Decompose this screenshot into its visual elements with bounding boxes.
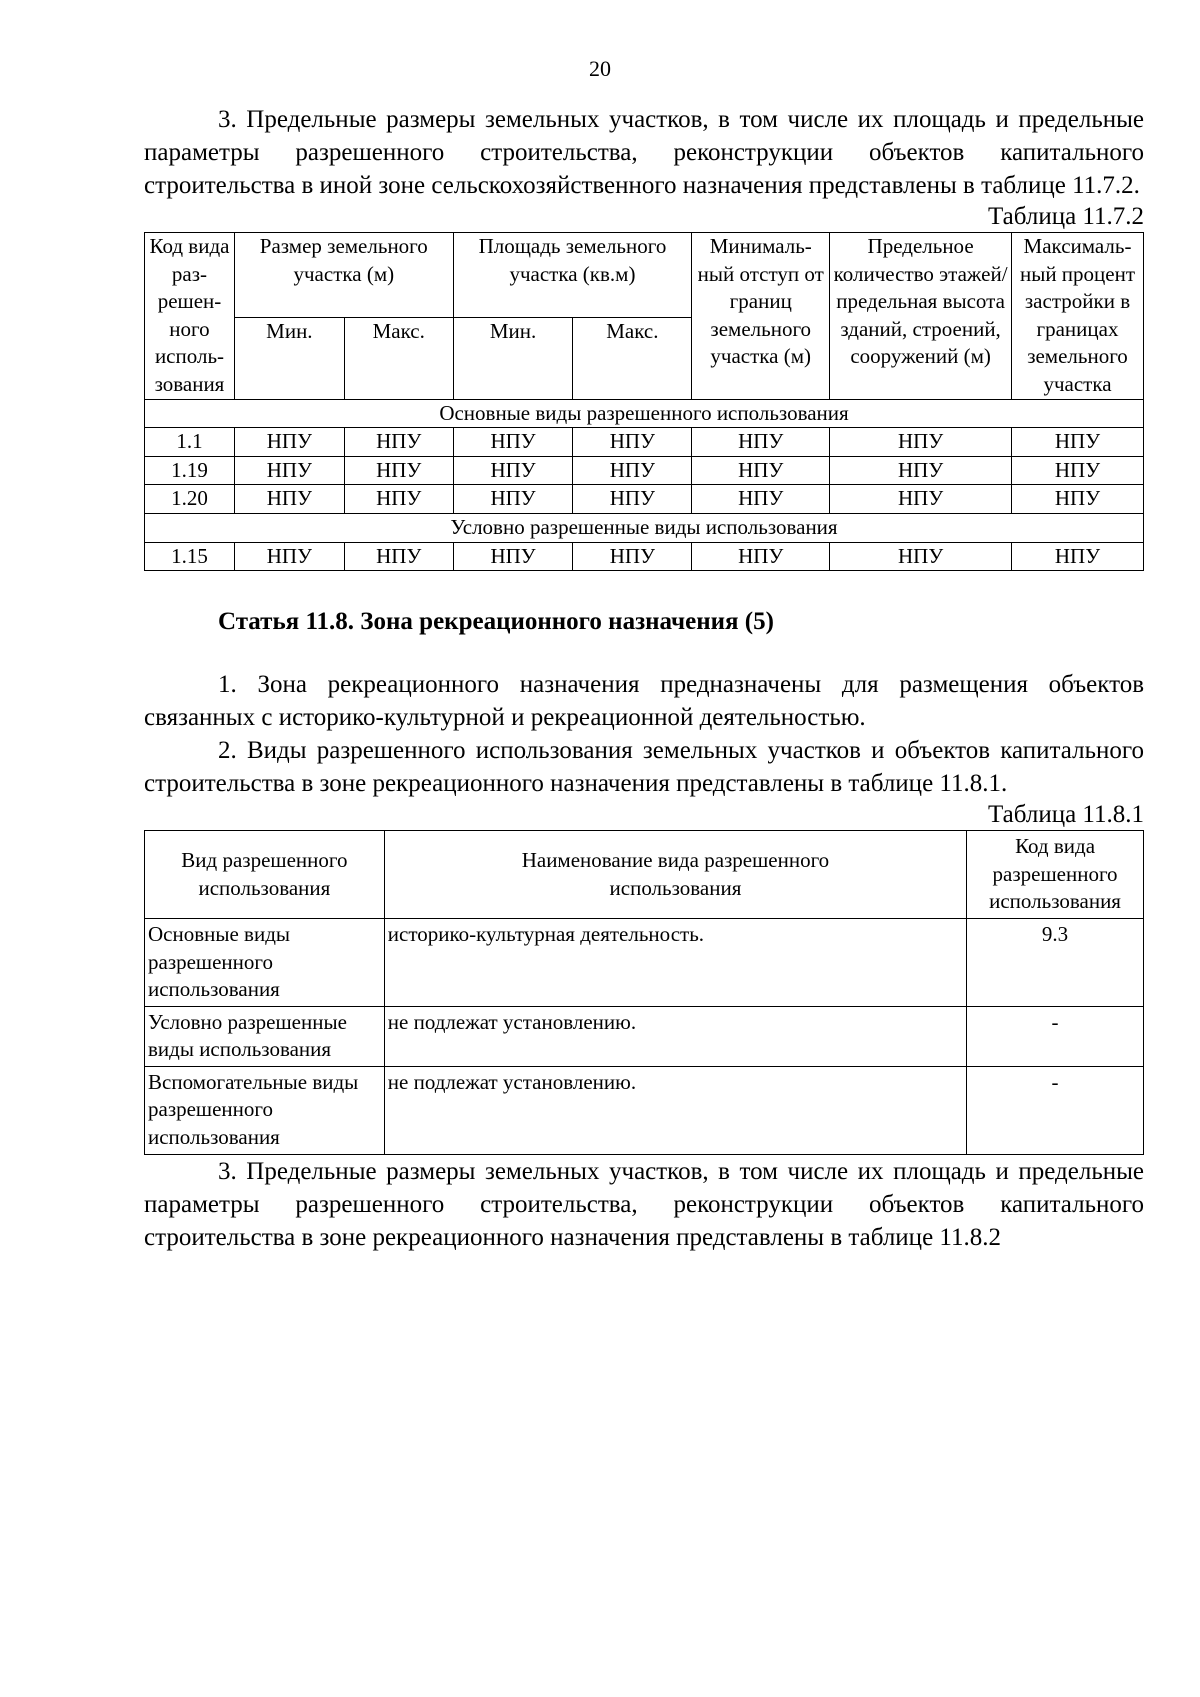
table-row <box>145 1066 1144 1154</box>
table-caption-11-7-2: Таблица 11.7.2 <box>988 203 1144 230</box>
cell: НПУ <box>234 485 344 514</box>
cell: НПУ <box>234 428 344 457</box>
cell: НПУ <box>344 485 453 514</box>
cell: НПУ <box>830 542 1012 571</box>
cell: НПУ <box>573 542 692 571</box>
paragraph-11-8-2: 2. Виды разрешенного использования земельных участков и объектов капитального строительства в зоне рекреационного назначения представлены в таблице 11.8.1. <box>144 737 1144 798</box>
table-row <box>145 918 1144 1006</box>
cell: НПУ <box>573 485 692 514</box>
row-type: Основные виды разрешенного использования <box>145 918 385 1006</box>
cell: НПУ <box>344 428 453 457</box>
header-area-max: Макс. <box>573 318 692 400</box>
row-code: 9.3 <box>967 918 1144 1006</box>
cell: НПУ <box>573 456 692 485</box>
header-coverage: Максималь-ный процент застройки в границах земельного участка <box>1012 233 1144 400</box>
cell: НПУ <box>234 542 344 571</box>
table-row <box>145 485 1144 514</box>
header-code: Код вида раз-решен-ного исполь-зования <box>145 233 235 400</box>
paragraph-11-8-3: 3. Предельные размеры земельных участков, в том числе их площадь и предельные параметры разрешенного строительства, реконструкции объектов капитального строительства в зоне рекреационного назначения представлены в таблице 11.8.2 <box>144 1157 1144 1251</box>
row-name: историко-культурная деятельность. <box>384 918 966 1006</box>
table-11-8-1 <box>144 830 1144 1155</box>
cell: НПУ <box>830 485 1012 514</box>
cell: НПУ <box>573 428 692 457</box>
cell: НПУ <box>830 456 1012 485</box>
paragraph-11-8-1: 1. Зона рекреационного назначения предназначены для размещения объектов связанных с историко-культурной и рекреационной деятельностью. <box>144 671 1144 732</box>
cell: НПУ <box>692 542 830 571</box>
cell: НПУ <box>692 428 830 457</box>
cell: НПУ <box>692 456 830 485</box>
cell: НПУ <box>453 428 573 457</box>
row-type: Вспомогательные виды разрешенного использования <box>145 1066 385 1154</box>
table-row <box>145 456 1144 485</box>
cell: НПУ <box>344 456 453 485</box>
row-code: - <box>967 1006 1144 1066</box>
header-size-max: Макс. <box>344 318 453 400</box>
article-heading: Статья 11.8. Зона рекреационного назначения (5) <box>218 608 774 636</box>
page-content <box>144 103 1144 1254</box>
row-name: не подлежат установлению. <box>384 1006 966 1066</box>
cell: НПУ <box>234 456 344 485</box>
table-caption-11-8-1: Таблица 11.8.1 <box>988 801 1144 829</box>
table-row <box>145 428 1144 457</box>
cell: НПУ <box>453 542 573 571</box>
header-size-min: Мин. <box>234 318 344 400</box>
row-code: 1.1 <box>145 428 235 457</box>
header-plot-size: Размер земельного участка (м) <box>234 233 453 318</box>
header-name: Наименование вида разрешенного использования <box>384 831 966 919</box>
page-number: 20 <box>589 56 611 81</box>
cell: НПУ <box>453 485 573 514</box>
header-setback: Минималь-ный отступ от границ земельного участка (м) <box>692 233 830 400</box>
header-type: Вид разрешенного использования <box>145 831 385 919</box>
header-area-min: Мин. <box>453 318 573 400</box>
header-floors: Предельное количество этажей/ предельная высота зданий, строений, сооружений (м) <box>830 233 1012 400</box>
table-row <box>145 1006 1144 1066</box>
table-11-7-2 <box>144 232 1144 571</box>
cell: НПУ <box>1012 485 1144 514</box>
cell: НПУ <box>1012 542 1144 571</box>
section-title-main: Основные виды разрешенного использования <box>145 399 1144 428</box>
row-type: Условно разрешенные виды использования <box>145 1006 385 1066</box>
paragraph-11-7-3: 3. Предельные размеры земельных участков, в том числе их площадь и предельные параметры разрешенного строительства, реконструкции объектов капитального строительства в иной зоне сельскохозяйственного назначения представлены в таблице 11.7.2. <box>144 106 1144 199</box>
row-code: - <box>967 1066 1144 1154</box>
cell: НПУ <box>1012 428 1144 457</box>
header-code: Код вида разрешенного использования <box>967 831 1144 919</box>
cell: НПУ <box>692 485 830 514</box>
table-row <box>145 542 1144 571</box>
row-code: 1.20 <box>145 485 235 514</box>
row-code: 1.19 <box>145 456 235 485</box>
header-plot-area: Площадь земельного участка (кв.м) <box>453 233 692 318</box>
cell: НПУ <box>1012 456 1144 485</box>
row-name: не подлежат установлению. <box>384 1066 966 1154</box>
row-code: 1.15 <box>145 542 235 571</box>
cell: НПУ <box>344 542 453 571</box>
cell: НПУ <box>830 428 1012 457</box>
section-title-conditional: Условно разрешенные виды использования <box>145 513 1144 542</box>
cell: НПУ <box>453 456 573 485</box>
